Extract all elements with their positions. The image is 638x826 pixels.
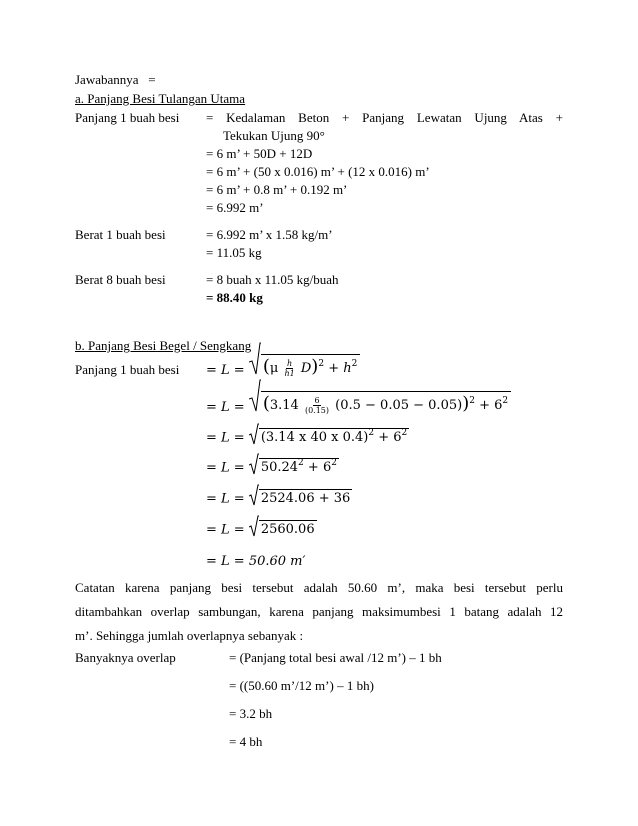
eq4-sup1: 2 (298, 458, 304, 468)
section-a-title: a. Panjang Besi Tulangan Utama (75, 91, 246, 106)
eq1-radical: (μ $\frac{h}{h1}$ $D)^2 + h^2$ (249, 356, 361, 385)
eq3-tail: + 6 (378, 430, 402, 445)
eq3-radical (249, 426, 409, 450)
equation-4 (206, 456, 339, 480)
eq2-lead: = L = (206, 400, 245, 415)
row3-line2: = 88.40 kg (206, 290, 263, 305)
note-line-1: Catatan karena panjang besi tersebut adalah 50.60 m’, maka besi tersebut perlu (75, 580, 563, 595)
row2-line2: = 11.05 kg (206, 245, 262, 260)
row2-line1: = 6.992 m’ x 1.58 kg/m’ (206, 227, 333, 242)
sqrt-sign-icon (249, 515, 259, 537)
eq1-sup1: 2 (318, 359, 325, 369)
eq2-frac-num: 6 (314, 396, 320, 405)
eq2-pi: 3.14 (269, 398, 299, 413)
row1-line3: = 6 m’ + 50D + 12D (206, 146, 313, 161)
equation-6 (206, 518, 317, 542)
eq6-inner: 2560.06 (260, 522, 315, 537)
equation-7 (206, 550, 305, 574)
eq7-unit: m′ (290, 554, 306, 569)
eq3-sup1: 2 (368, 428, 375, 438)
equation-5 (206, 487, 352, 511)
eq5-lead: = L = (206, 491, 245, 507)
eq1-lead: = L = (206, 363, 245, 378)
eq4-lead: = L = (206, 460, 245, 476)
eq4-radical (249, 456, 339, 480)
row1-line2: Tekukan Ujung 90° (223, 128, 325, 143)
overlap-label: Banyaknya overlap (75, 650, 176, 665)
answer-label (75, 72, 156, 88)
eq2-sup1: 2 (469, 396, 475, 406)
eq2-sup2: 2 (502, 396, 509, 406)
eq2-paren: (0.5 − 0.05 − 0.05) (335, 398, 463, 413)
overlap-line-3: = 3.2 bh (229, 706, 273, 721)
eq1-tail: + h (328, 361, 352, 376)
eq5-inner: 2524.06 + 36 (260, 491, 351, 506)
sqrt-sign-icon (249, 453, 259, 475)
row3-line1: = 8 buah x 11.05 kg/buah (206, 272, 339, 287)
eq4-tail: + 6 (307, 460, 332, 475)
overlap-line-2: = ((50.60 m’/12 m’) – 1 bh) (229, 678, 374, 693)
eq6-lead: = L = (206, 522, 245, 538)
sqrt-sign-icon (249, 484, 259, 506)
equation-1 (206, 356, 360, 384)
row1-line6: = 6.992 m’ (206, 200, 264, 215)
eq1-frac (284, 359, 294, 378)
section-b-title: b. Panjang Besi Begel / Sengkang (75, 338, 252, 353)
row3-label: Berat 8 buah besi (75, 272, 166, 287)
eq4-sup2: 2 (331, 458, 337, 468)
note-line-2: ditambahkan overlap sambungan, karena panjang maksimumbesi 1 batang adalah 12 (75, 604, 563, 619)
sqrt-sign-icon (249, 423, 259, 445)
overlap-line-4: = 4 bh (229, 734, 263, 749)
answer-eq: = (148, 72, 156, 87)
sqrt-sign-icon (249, 342, 261, 376)
eq1-mu: μ (269, 361, 279, 376)
row1-line5: = 6 m’ + 0.8 m’ + 0.192 m’ (206, 182, 348, 197)
eq3-lead: = L = (206, 430, 245, 446)
eq4-inner: 50.24 (260, 460, 299, 475)
answer-label-text: Jawabannya (75, 72, 139, 87)
eq7-lead: = L = 50.60 (206, 554, 287, 569)
equation-3 (206, 426, 409, 450)
section-b-row-label: Panjang 1 buah besi (75, 362, 180, 377)
eq3-inner: (3.14 x 40 x 0.4) (260, 430, 369, 445)
eq1-frac-num: h (287, 359, 293, 368)
eq2-tail: + 6 (479, 398, 503, 413)
overlap-line-1: = (Panjang total besi awal /12 m’) – 1 bh (229, 650, 442, 665)
eq5-radical (249, 487, 352, 511)
equation-2 (206, 393, 511, 421)
eq3-sup2: 2 (401, 428, 408, 438)
sqrt-sign-icon (249, 379, 261, 413)
eq2-frac (305, 396, 329, 415)
eq6-radical (249, 518, 317, 542)
row1-label: Panjang 1 buah besi (75, 110, 180, 125)
eq1-sup2: 2 (351, 359, 358, 369)
eq1-frac-den: h1 (284, 369, 295, 378)
row2-label: Berat 1 buah besi (75, 227, 166, 242)
eq1-d: D (300, 361, 312, 376)
row1-line4: = 6 m’ + (50 x 0.016) m’ + (12 x 0.016) m’ (206, 164, 430, 179)
eq2-frac-den: (0.15) (304, 406, 330, 415)
eq2-radical: (3.14 $\frac{6}{(0.15)}$ $(0.5 - 0.05 - 0.05))^2 + 6^2$ (249, 393, 511, 422)
note-line-3: m’. Sehingga jumlah overlapnya sebanyak : (75, 628, 304, 643)
row1-line1: = Kedalaman Beton + Panjang Lewatan Ujung Atas + (206, 110, 563, 125)
